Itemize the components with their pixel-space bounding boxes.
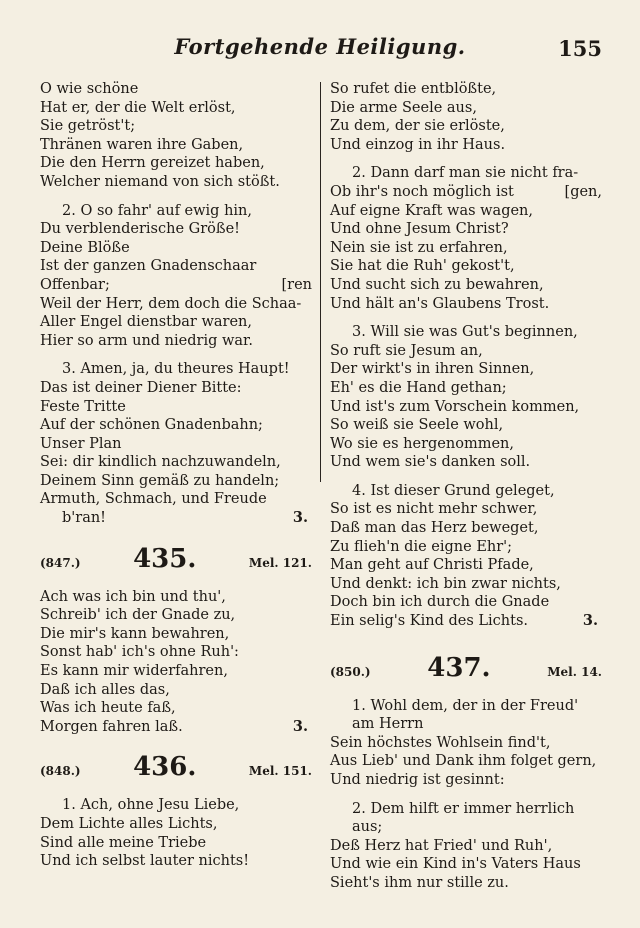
verse-line: Das ist deiner Diener Bitte: — [40, 379, 242, 396]
hymn-reference: (850.) — [330, 664, 371, 679]
verse-text: Morgen fahren laß. — [40, 718, 183, 735]
verse-line: Und denkt: ich bin zwar nichts, — [330, 575, 561, 592]
verse-line: O wie schöne — [40, 81, 139, 97]
left-column — [40, 80, 312, 881]
verse-line: So weiß sie Seele wohl, — [330, 417, 504, 434]
stanza-continued — [330, 80, 602, 154]
melody-reference: Mel. 151. — [248, 764, 312, 779]
verse-line: So ruft sie Jesum an, — [330, 342, 483, 359]
column-divider — [320, 82, 321, 482]
verse-line: So ist es nicht mehr schwer, — [330, 501, 538, 518]
verse-line: 2. Dem hilft er immer herrlich — [352, 800, 575, 817]
stanza-2 — [330, 164, 602, 313]
verse-text: Ob ihr's noch möglich ist — [330, 183, 514, 200]
stanza-3 — [330, 323, 602, 472]
turnover-text: [ren — [281, 276, 312, 293]
stanza-end-marker: 3. — [292, 717, 308, 735]
hymn-437-header — [330, 653, 602, 683]
verse-line: Weil der Herr, dem doch die Schaa- — [40, 295, 302, 312]
turnover-text: [gen, — [564, 183, 602, 200]
verse-line: Sind alle meine Triebe — [40, 834, 207, 851]
verse-line: am Herrn — [352, 716, 424, 733]
verse-line: Unser Plan — [40, 435, 122, 452]
verse-line — [330, 183, 602, 202]
melody-reference: Mel. 121. — [248, 555, 312, 570]
verse-text: Offenbar; — [40, 276, 110, 293]
hymn-reference: (848.) — [40, 764, 81, 779]
verse-line: 1. Ach, ohne Jesu Liebe, — [62, 797, 240, 814]
page-number: 155 — [558, 36, 602, 61]
verse-line: Deß Herz hat Fried' und Ruh', — [330, 837, 553, 854]
verse-line: Wo sie es hergenommen, — [330, 435, 514, 452]
verse-line: Und wie ein Kind in's Vaters Haus — [330, 856, 581, 873]
verse-line: Sonst hab' ich's ohne Ruh': — [40, 644, 239, 661]
stanza-3 — [40, 360, 312, 527]
verse-line: Der wirkt's in ihren Sinnen, — [330, 361, 535, 378]
hymn-437-stanza-1 — [330, 697, 602, 790]
verse-text: Ein selig's Kind des Lichts. — [330, 613, 529, 630]
verse-line: aus; — [352, 819, 383, 836]
stanza-2 — [40, 202, 312, 351]
verse-line — [40, 718, 312, 737]
verse-line: Armuth, Schmach, und Freude — [40, 491, 267, 508]
verse-line: 2. O so fahr' auf ewig hin, — [62, 202, 253, 219]
verse-line: Aller Engel dienstbar waren, — [40, 314, 252, 331]
verse-line: Deinem Sinn gemäß zu handeln; — [40, 472, 280, 489]
stanza-continued — [40, 80, 312, 192]
hymn-reference: (847.) — [40, 555, 81, 570]
hymn-436-header — [40, 752, 312, 782]
verse-line: 4. Ist dieser Grund geleget, — [352, 482, 555, 499]
verse-line: Hat er, der die Welt erlöst, — [40, 99, 236, 116]
verse-line: Und einzog in ihr Haus. — [330, 136, 506, 153]
hymn-number: 435. — [133, 543, 197, 574]
verse-line: Die arme Seele aus, — [330, 99, 477, 116]
hymn-number: 437. — [427, 652, 491, 683]
verse-line: Sie hat die Ruh' gekost't, — [330, 258, 515, 275]
verse-line: 3. Amen, ja, du theures Haupt! — [62, 361, 290, 378]
hymn-435-text — [40, 588, 312, 737]
verse-line: Und sucht sich zu bewahren, — [330, 276, 544, 293]
verse-line — [40, 276, 312, 295]
verse-line: Auf eigne Kraft was wagen, — [330, 202, 533, 219]
verse-line: Ist der ganzen Gnadenschaar — [40, 258, 257, 275]
stanza-end-marker: 3. — [582, 612, 598, 630]
verse-line: Eh' es die Hand gethan; — [330, 379, 507, 396]
hymn-435-header — [40, 544, 312, 574]
verse-line: Und ohne Jesum Christ? — [330, 221, 509, 238]
verse-line: Doch bin ich durch die Gnade — [330, 594, 550, 611]
verse-line: Daß man das Herz beweget, — [330, 520, 539, 537]
hymn-number: 436. — [133, 752, 197, 783]
verse-line: Dem Lichte alles Lichts, — [40, 816, 218, 832]
verse-line: 3. Will sie was Gut's beginnen, — [352, 324, 578, 341]
verse-line: Ach was ich bin und thu', — [40, 588, 226, 605]
verse-line: 1. Wohl dem, der in der Freud' — [352, 697, 579, 714]
verse-line: Schreib' ich der Gnade zu, — [40, 607, 236, 624]
verse-line: Und niedrig ist gesinnt: — [330, 772, 505, 788]
verse-line: Daß ich alles das, — [40, 681, 170, 698]
verse-line: So rufet die entblößte, — [330, 81, 497, 97]
verse-line: Nein sie ist zu erfahren, — [330, 239, 508, 256]
verse-line — [40, 509, 312, 528]
verse-line: Man geht auf Christi Pfade, — [330, 557, 534, 574]
verse-line: Sei: dir kindlich nachzuwandeln, — [40, 454, 281, 471]
verse-text: b'ran! — [62, 510, 107, 527]
verse-line: Die den Herrn gereizet haben, — [40, 155, 265, 172]
verse-line: Die mir's kann bewahren, — [40, 625, 230, 642]
verse-line: Du verblenderische Größe! — [40, 221, 240, 238]
verse-line: Welcher niemand von sich stößt. — [40, 173, 280, 190]
verse-line: Deine Blöße — [40, 239, 130, 256]
verse-line: Zu dem, der sie erlöste, — [330, 118, 505, 135]
verse-line: Zu flieh'n die eigne Ehr'; — [330, 538, 513, 555]
right-column — [330, 80, 602, 903]
stanza-end-marker: 3. — [292, 509, 308, 527]
verse-line: Und hält an's Glaubens Trost. — [330, 295, 550, 312]
verse-line: Feste Tritte — [40, 398, 126, 415]
verse-line: Aus Lieb' und Dank ihm folget gern, — [330, 753, 597, 770]
verse-line: Es kann mir widerfahren, — [40, 663, 228, 680]
verse-line: Sein höchstes Wohlsein find't, — [330, 734, 551, 751]
verse-line: Sieht's ihm nur stille zu. — [330, 874, 509, 891]
verse-line: Und ich selbst lauter nichts! — [40, 853, 250, 870]
melody-reference: Mel. 14. — [547, 664, 602, 679]
hymn-436-text — [40, 796, 312, 870]
verse-line — [330, 612, 602, 631]
verse-line: Thränen waren ihre Gaben, — [40, 136, 244, 153]
hymn-437-stanza-2 — [330, 800, 602, 893]
verse-line: Hier so arm und niedrig war. — [40, 332, 253, 349]
verse-line: Und ist's zum Vorschein kommen, — [330, 398, 580, 415]
verse-line: Und wem sie's danken soll. — [330, 454, 531, 471]
verse-line: Was ich heute faß, — [40, 700, 176, 717]
verse-line: Sie getröst't; — [40, 118, 136, 135]
stanza-4 — [330, 482, 602, 631]
running-header: Fortgehende Heiligung. — [174, 34, 466, 59]
verse-line: 2. Dann darf man sie nicht fra- — [352, 165, 579, 182]
verse-line: Auf der schönen Gnadenbahn; — [40, 417, 263, 434]
